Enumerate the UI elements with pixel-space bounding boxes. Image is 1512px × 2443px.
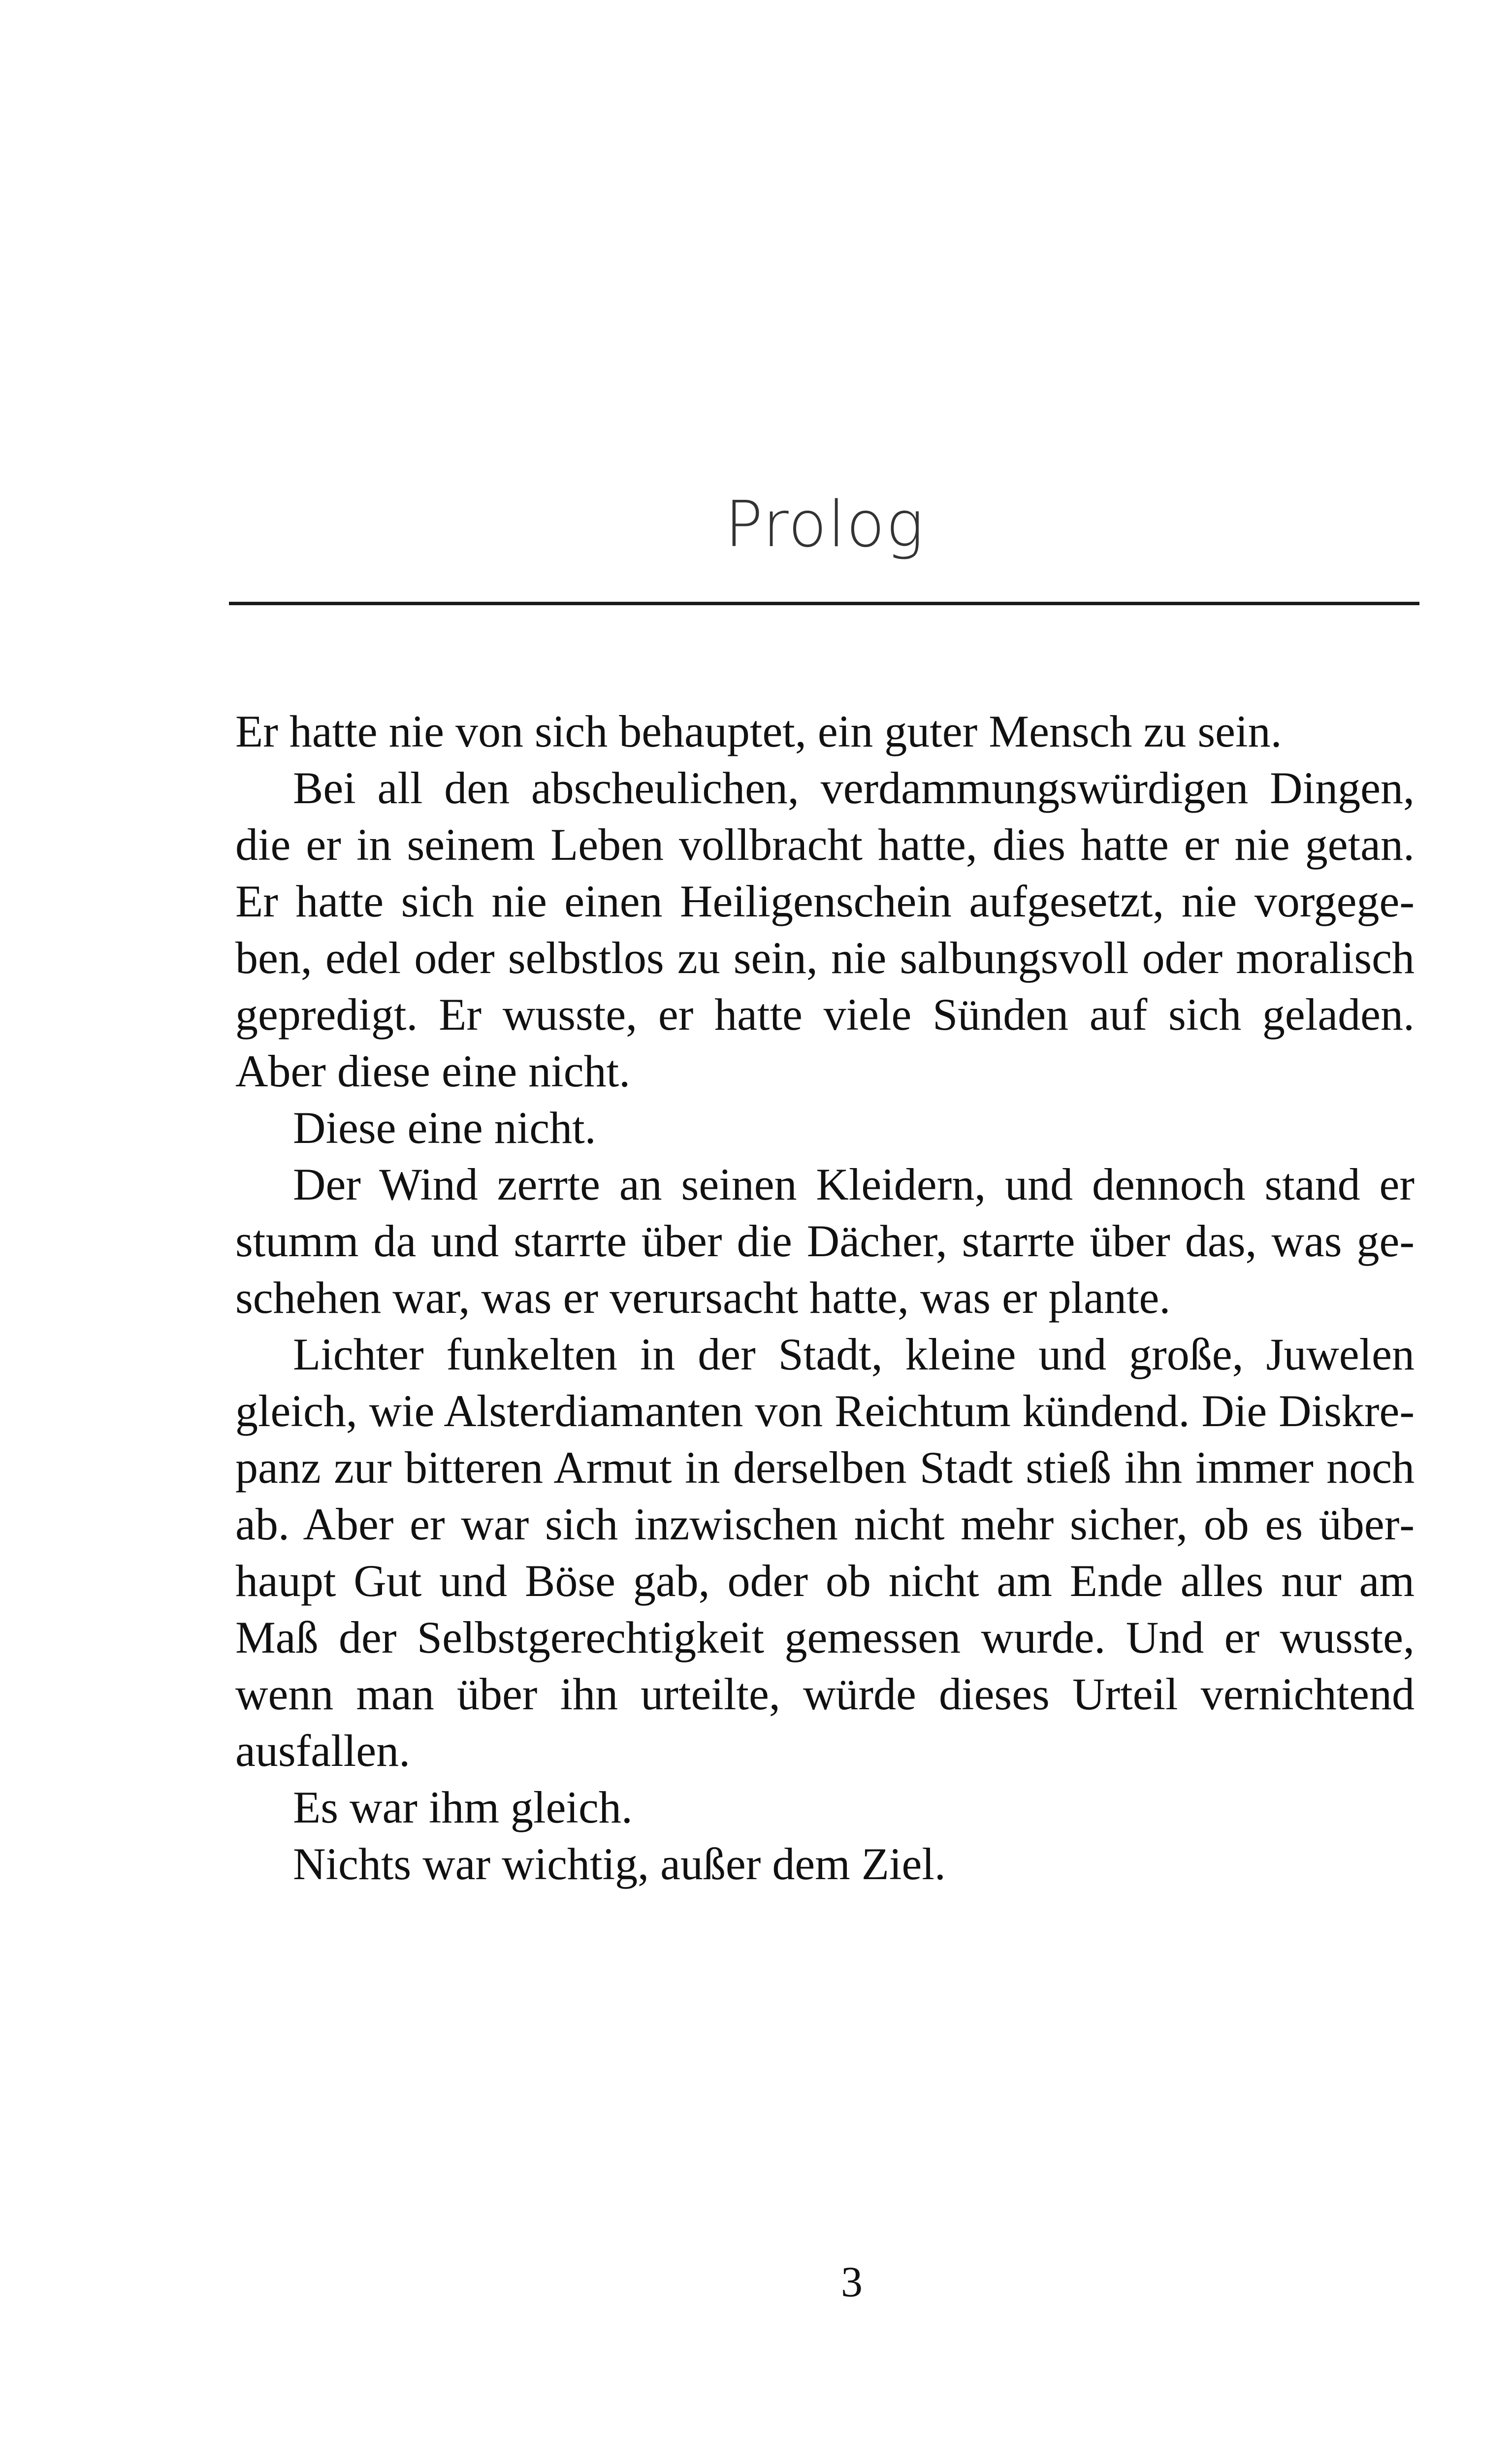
title-divider (229, 602, 1419, 605)
paragraph: Nichts war wichtig, außer dem Ziel. (293, 1839, 946, 1889)
paragraph: Er hatte nie von sich behauptet, ein guter Mensch zu sein. (235, 706, 1282, 756)
paragraph: Bei all den abscheulichen, verdammungswürdigen Dingen, die er in seinem Leben vollbracht hatte, dies hatte er nie getan. Er hatte sich nie einen Heiligenschein aufgesetzt, nie vorgegeben, edel oder selbstlos zu sein, nie salbungsvoll oder moralisch gepredigt. Er wusste, er hatte viele Sünden auf sich geladen. Aber diese eine nicht. (235, 763, 1415, 1096)
body-text (235, 703, 1415, 1892)
page-number: 3 (841, 2258, 863, 2306)
paragraph: Es war ihm gleich. (293, 1782, 633, 1832)
paragraph: Lichter funkelten in der Stadt, kleine und große, Juwelen gleich, wie Alsterdiamanten von Reichtum kündend. Die Diskrepanz zur bitteren Armut in derselben Stadt stieß ihn immer noch ab. Aber er war sich inzwischen nicht mehr sicher, ob es überhaupt Gut und Böse gab, oder ob nicht am Ende alles nur am Maß der Selbstgerechtigkeit gemessen wurde. Und er wusste, wenn man über ihn urteilte, würde dieses Urteil vernichtend ausfallen. (235, 1329, 1415, 1776)
chapter-title: Prolog (725, 488, 925, 561)
paragraph: Der Wind zerrte an seinen Kleidern, und dennoch stand er stumm da und starrte über die Dächer, starrte über das, was geschehen war, was er verursacht hatte, was er plante. (235, 1159, 1415, 1323)
paragraph: Diese eine nicht. (293, 1103, 596, 1153)
